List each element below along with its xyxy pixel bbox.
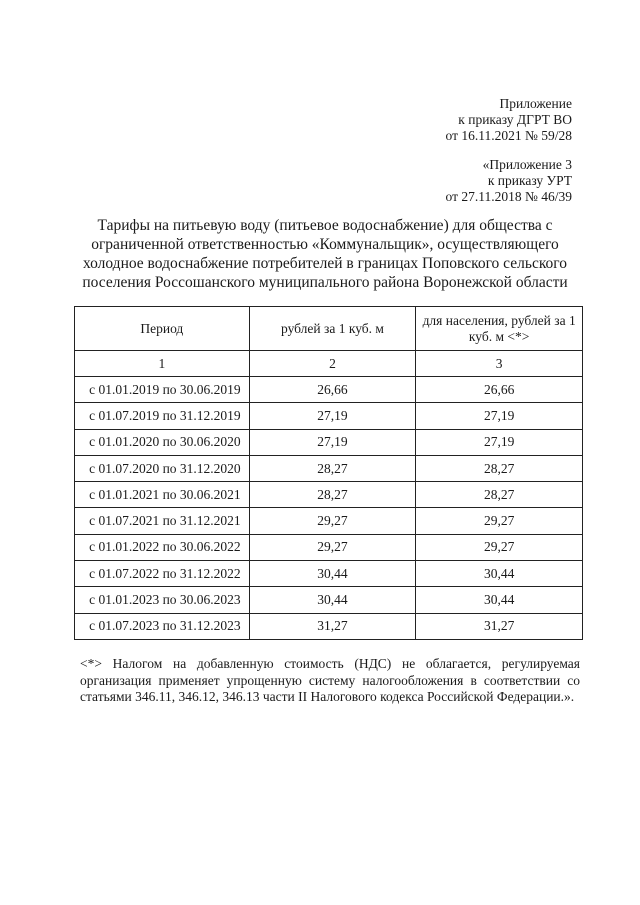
footnote: <*> Налогом на добавленную стоимость (НДС) не облагается, регулируемая организация применяет упрощенную систему налогообложения в соответствии со статьями 346.11, 346.12, 346.13 части II Налогового кодекса Российской Федерации.». (80, 656, 580, 704)
table-row (75, 561, 583, 587)
appendix-order-date: от 16.11.2021 № 59/28 (445, 128, 572, 143)
table-row (75, 508, 583, 534)
document-title: Тарифы на питьевую воду (питьевое водоснабжение) для общества с ограниченной ответственностью «Коммунальщик», осуществляющего холодное водоснабжение потребителей в границах Поповского сельского поселения Россошанского муниципального района Воронежской области (82, 217, 568, 291)
tariff-cell: 26,66 (249, 377, 416, 403)
appendix3-label: «Приложение 3 (482, 157, 572, 172)
table-header-row (75, 307, 583, 351)
population-tariff-cell: 28,27 (416, 482, 583, 508)
table-row (75, 455, 583, 481)
table-row (75, 403, 583, 429)
table-row (75, 613, 583, 639)
period-cell: с 01.07.2021 по 31.12.2021 (75, 508, 250, 534)
population-tariff-cell: 26,66 (416, 377, 583, 403)
appendix-label: Приложение (499, 96, 572, 111)
population-tariff-cell: 27,19 (416, 403, 583, 429)
tariff-cell: 31,27 (249, 613, 416, 639)
appendix-order-ref: к приказу ДГРТ ВО (458, 112, 572, 127)
population-tariff-cell: 29,27 (416, 534, 583, 560)
period-cell: с 01.07.2020 по 31.12.2020 (75, 455, 250, 481)
appendix3-header (446, 157, 572, 205)
tariff-cell: 30,44 (249, 561, 416, 587)
population-tariff-cell: 31,27 (416, 613, 583, 639)
table-column-numbers-row (75, 351, 583, 377)
tariff-table (74, 306, 583, 640)
table-row (75, 429, 583, 455)
column-number: 2 (249, 351, 416, 377)
table-row (75, 534, 583, 560)
period-cell: с 01.07.2022 по 31.12.2022 (75, 561, 250, 587)
table-row (75, 482, 583, 508)
period-cell: с 01.07.2023 по 31.12.2023 (75, 613, 250, 639)
appendix3-order-ref: к приказу УРТ (487, 173, 572, 188)
table-row (75, 587, 583, 613)
population-tariff-cell: 27,19 (416, 429, 583, 455)
period-cell: с 01.01.2020 по 30.06.2020 (75, 429, 250, 455)
period-cell: с 01.01.2022 по 30.06.2022 (75, 534, 250, 560)
population-tariff-cell: 28,27 (416, 455, 583, 481)
tariff-cell: 27,19 (249, 403, 416, 429)
period-cell: с 01.07.2019 по 31.12.2019 (75, 403, 250, 429)
period-cell: с 01.01.2021 по 30.06.2021 (75, 482, 250, 508)
population-tariff-cell: 30,44 (416, 587, 583, 613)
table-row (75, 377, 583, 403)
period-cell: с 01.01.2019 по 30.06.2019 (75, 377, 250, 403)
tariff-cell: 27,19 (249, 429, 416, 455)
header-period: Период (75, 307, 250, 351)
header-rub-per-m3: рублей за 1 куб. м (249, 307, 416, 351)
column-number: 1 (75, 351, 250, 377)
tariff-cell: 28,27 (249, 455, 416, 481)
period-cell: с 01.01.2023 по 30.06.2023 (75, 587, 250, 613)
tariff-cell: 29,27 (249, 508, 416, 534)
appendix3-order-date: от 27.11.2018 № 46/39 (445, 189, 572, 204)
header-population-rub-per-m3: для населения, рублей за 1 куб. м <*> (416, 307, 583, 351)
tariff-cell: 28,27 (249, 482, 416, 508)
population-tariff-cell: 30,44 (416, 561, 583, 587)
column-number: 3 (416, 351, 583, 377)
population-tariff-cell: 29,27 (416, 508, 583, 534)
tariff-cell: 30,44 (249, 587, 416, 613)
tariff-cell: 29,27 (249, 534, 416, 560)
appendix-header (446, 96, 572, 144)
